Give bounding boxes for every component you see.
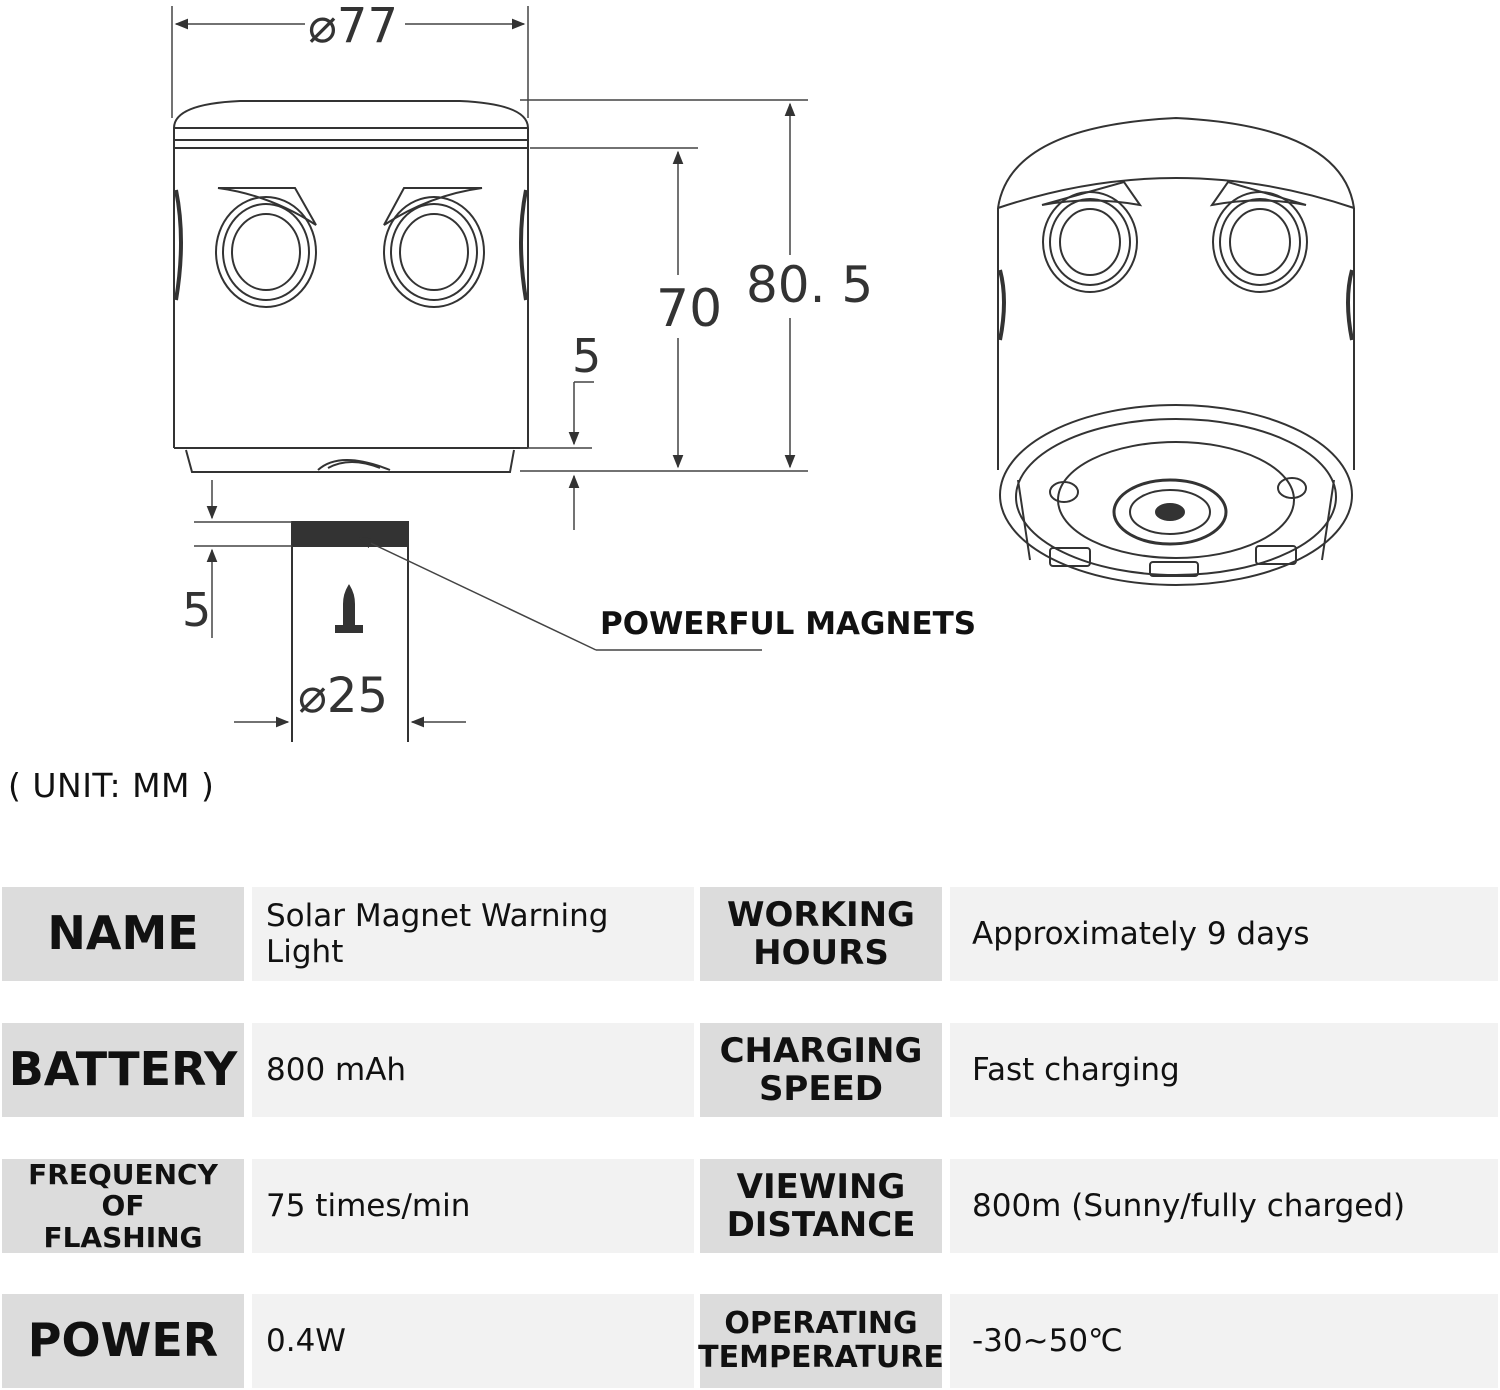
spec-row <box>0 1023 1500 1117</box>
spec-label-line: DISTANCE <box>726 1205 916 1245</box>
spec-label-line: OPERATING <box>724 1306 918 1342</box>
callout-powerful-magnets: POWERFUL MAGNETS <box>600 606 977 642</box>
front-view <box>174 101 528 472</box>
spec-label <box>700 1294 942 1388</box>
spec-value: -30~50℃ <box>950 1294 1498 1388</box>
spec-value: 0.4W <box>252 1294 694 1388</box>
dim-diameter-top: ⌀77 <box>308 0 398 54</box>
spec-label: NAME <box>2 887 244 981</box>
dim-height-total: 80. 5 <box>746 256 874 314</box>
dim-magnet-height: 5 <box>182 583 212 637</box>
spec-label-line: TEMPERATURE <box>698 1340 944 1375</box>
dim-base-height: 5 <box>572 329 602 383</box>
spec-label-line: SPEED <box>758 1069 884 1109</box>
spec-value: Fast charging <box>950 1023 1498 1117</box>
spec-label <box>700 1023 942 1117</box>
spec-label-line: VIEWING <box>736 1166 906 1207</box>
spec-label: BATTERY <box>2 1023 244 1117</box>
spec-label <box>700 1159 942 1253</box>
spec-label: POWER <box>2 1294 244 1388</box>
spec-row <box>0 1159 1500 1253</box>
spec-row <box>0 887 1500 981</box>
spec-value: 800 mAh <box>252 1023 694 1117</box>
spec-label <box>2 1159 244 1253</box>
spec-label-line: WORKING <box>727 894 915 935</box>
spec-label-line: FLASHING <box>43 1220 203 1254</box>
spec-value: Approximately 9 days <box>950 887 1498 981</box>
dim-height-body: 70 <box>656 279 723 339</box>
spec-label-line: HOURS <box>753 933 889 973</box>
dim-magnet-diameter: ⌀25 <box>298 668 388 724</box>
spec-label-line: CHARGING <box>719 1030 923 1071</box>
spec-value: 800m (Sunny/fully charged) <box>950 1159 1498 1253</box>
spec-value: Solar Magnet Warning Light <box>252 887 694 981</box>
spec-label-line: FREQUENCY OF <box>28 1157 218 1223</box>
spec-value: 75 times/min <box>252 1159 694 1253</box>
unit-note: ( UNIT: MM ) <box>8 766 215 805</box>
perspective-view <box>998 118 1354 585</box>
spec-label <box>700 887 942 981</box>
spec-row <box>0 1294 1500 1388</box>
